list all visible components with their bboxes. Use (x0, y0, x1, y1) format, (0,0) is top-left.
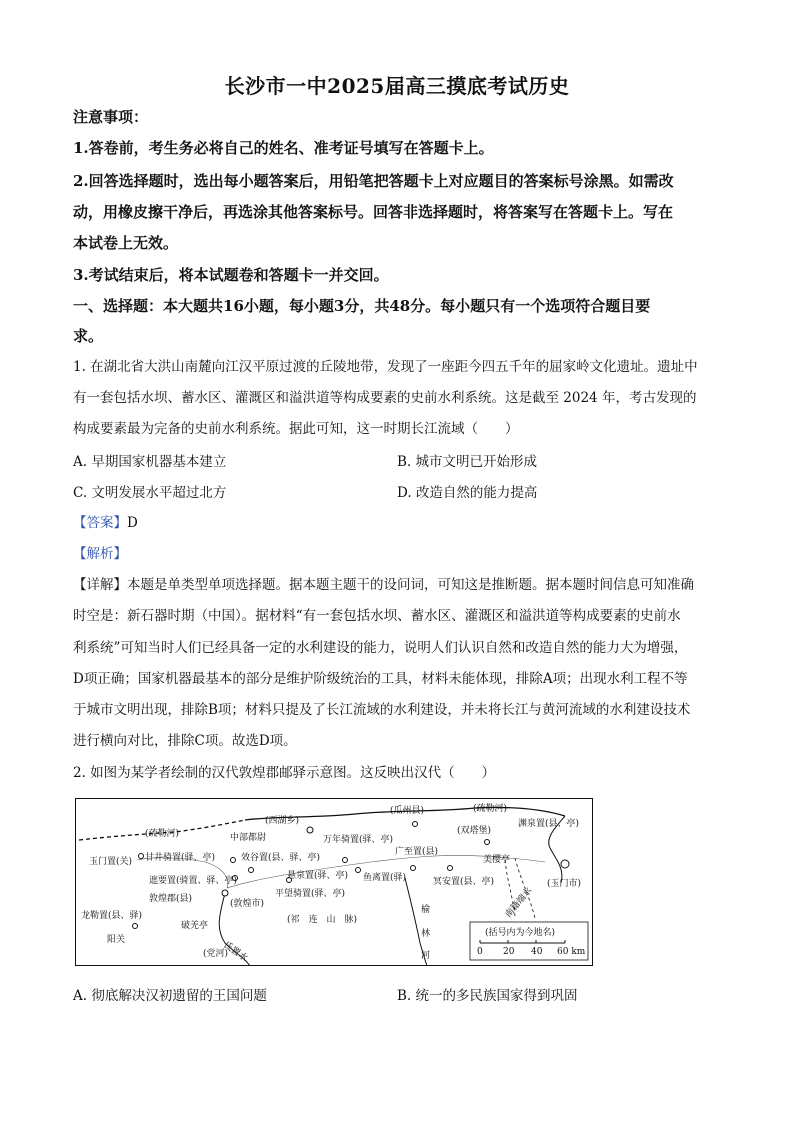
label-ganjing: 甘井骑置(驿、亭) (145, 853, 216, 863)
answer-tag: 【答案】 (73, 515, 127, 531)
answer-value: D (127, 515, 138, 531)
label-poqiang: 破羌亭 (181, 921, 209, 931)
label-xihu: (西湖乡) (265, 816, 300, 826)
label-yuanquan: 渊泉置(县、亭) (518, 819, 580, 829)
label-wannian: 万年骑置(驿、亭) (323, 835, 394, 845)
station-xiaogu (249, 868, 254, 873)
notice-item-2-line-1: 2.回答选择题时，选出每小题答案后，用铅笔把答题卡上对应题目的答案标号涂黑。如需改 (73, 172, 674, 190)
label-dunhuang: 敦煌郡(县) (149, 894, 193, 904)
label-lin: 林 (421, 929, 431, 939)
q1-detail-line-4: D项正确；国家机器最基本的部分是维护阶级统治的工具，材料未能体现，排除A项；出现水利工程不等 (73, 671, 688, 687)
station-mingan (448, 866, 453, 871)
label-dangheshui: 氐置水 (221, 940, 250, 964)
q2-option-a: A. 彻底解决汉初遗留的王国问题 (73, 988, 267, 1004)
label-pingwang: 平望骑置(驿、亭) (275, 889, 346, 899)
q1-stem-line-2: 有一套包括水坝、蓄水区、灌溉区和溢洪道等构成要素的史前水利系统。这是截至 2024 年，考古发现的 (73, 390, 697, 406)
scale-label-20: 20 (503, 947, 515, 957)
label-shuangta: (双塔堡) (457, 826, 492, 836)
station-wannian (343, 858, 348, 863)
notice-heading: 注意事项： (73, 108, 149, 126)
section-heading-line-1: 一、选择题：本大题共16小题，每小题3分，共48分。每小题只有一个选项符合题目要 (73, 297, 651, 315)
q1-detail-line-1 (73, 574, 723, 596)
label-xiaogu: 效谷置(县、驿、亭) (241, 853, 321, 863)
label-yu: 榆 (421, 905, 431, 915)
label-yumenshi: (玉门市) (547, 879, 582, 889)
q1-answer (73, 512, 723, 534)
section-heading-line-2: 求。 (73, 327, 104, 345)
dunhuang-postal-map (75, 798, 593, 966)
label-shulehe-left: (疏勒河) (145, 829, 180, 839)
legend-note: (括号内为今地名) (485, 928, 556, 938)
analysis-tag: 【解析】 (73, 546, 127, 562)
label-guangzhi: 广至置(县) (395, 847, 439, 857)
q1-detail-line-2: 时空是：新石器时期（中国）。据材料“有一套包括水坝、蓄水区、灌溉区和溢洪道等构成要素的史前水 (73, 608, 681, 624)
station-longle (133, 924, 138, 929)
scale-label-0: 0 (477, 947, 483, 957)
label-qilian: (祁 连 山 脉) (287, 915, 358, 925)
label-yumen: 玉门置(关) (89, 857, 133, 867)
station-xihu (307, 827, 313, 833)
q1-stem-line-3: 构成要素最为完备的史前水利系统。据此可知，这一时期长江流域（ ） (73, 421, 519, 437)
detail-text-1: 本题是单类型单项选择题。据本题主题干的设问词，可知这是推断题。据本题时间信息可知准确 (127, 577, 694, 593)
notice-item-3: 3.考试结束后，将本试题卷和答题卡一并交回。 (73, 266, 389, 284)
label-xuanquan: 悬泉置(驿、亭) (287, 871, 349, 881)
label-zheyao: 遮要置(骑置、驿、亭) (149, 876, 238, 886)
label-meiying: 美樱亭 (483, 855, 511, 865)
label-yuli: 鱼离置(驿) (363, 873, 407, 883)
label-nanjishui: 南籍端水 (503, 885, 535, 920)
label-yangguan: 阳关 (107, 935, 126, 945)
station-yumenshi (561, 860, 569, 868)
q1-detail-line-5: 于城市文明出现，排除B项；材料只提及了长江流域的水利建设，并未将长江与黄河流域的水利建设技术 (73, 702, 691, 718)
station-yumen (139, 854, 144, 859)
q1-detail-line-6: 进行横向对比，排除C项。故选D项。 (73, 733, 297, 749)
label-shulehe-right: (疏勒河) (473, 804, 508, 814)
label-danghe: (党河) (203, 949, 229, 959)
notice-item-2-line-2: 动，用橡皮擦干净后，再选涂其他答案标号。回答非选择题时，将答案写在答题卡上。写在 (73, 203, 674, 221)
q1-detail-line-3: 利系统”可知当时人们已经具备一定的水利建设的能力，说明人们认识自然和改造自然的能力大为增强， (73, 640, 688, 656)
notice-item-2-line-3: 本试卷上无效。 (73, 234, 179, 252)
q1-option-d: D. 改造自然的能力提高 (397, 485, 538, 501)
station-yuli (356, 868, 361, 873)
q2-stem: 2. 如图为某学者绘制的汉代敦煌郡邮驿示意图。这反映出汉代（ ） (73, 765, 496, 781)
q1-option-c: C. 文明发展水平超过北方 (73, 485, 227, 501)
station-shuangta (485, 840, 490, 845)
notice-item-1: 1.答卷前，考生务必将自己的姓名、准考证号填写在答题卡上。 (73, 139, 494, 157)
label-dunhuangshi: (敦煌市) (230, 899, 265, 909)
station-dunhuang (222, 890, 228, 896)
q1-stem-line-1: 1. 在湖北省大洪山南麓向江汉平原过渡的丘陵地带，发现了一座距今四五千年的屈家岭文化遗址。遗址中 (73, 359, 698, 375)
label-zhongbu: 中部都尉 (230, 833, 267, 843)
q1-option-b: B. 城市文明已开始形成 (397, 454, 538, 470)
scale-label-40: 40 (531, 947, 543, 957)
page-title: 长沙市一中2025届高三摸底考试历史 (224, 74, 570, 98)
station-ganjing (231, 858, 236, 863)
label-guazhou: (瓜州县) (390, 806, 425, 816)
detail-tag: 【详解】 (73, 577, 127, 593)
scale-label-60: 60 km (557, 947, 586, 957)
label-mingan: 冥安置(县、亭) (433, 877, 495, 887)
station-guangzhi (411, 866, 416, 871)
station-guazhou (413, 822, 418, 827)
label-he: 河 (421, 951, 431, 961)
label-longle: 龙勒置(县、驿) (81, 911, 143, 921)
q2-option-b: B. 统一的多民族国家得到巩固 (397, 988, 578, 1004)
q1-option-a: A. 早期国家机器基本建立 (73, 454, 227, 470)
